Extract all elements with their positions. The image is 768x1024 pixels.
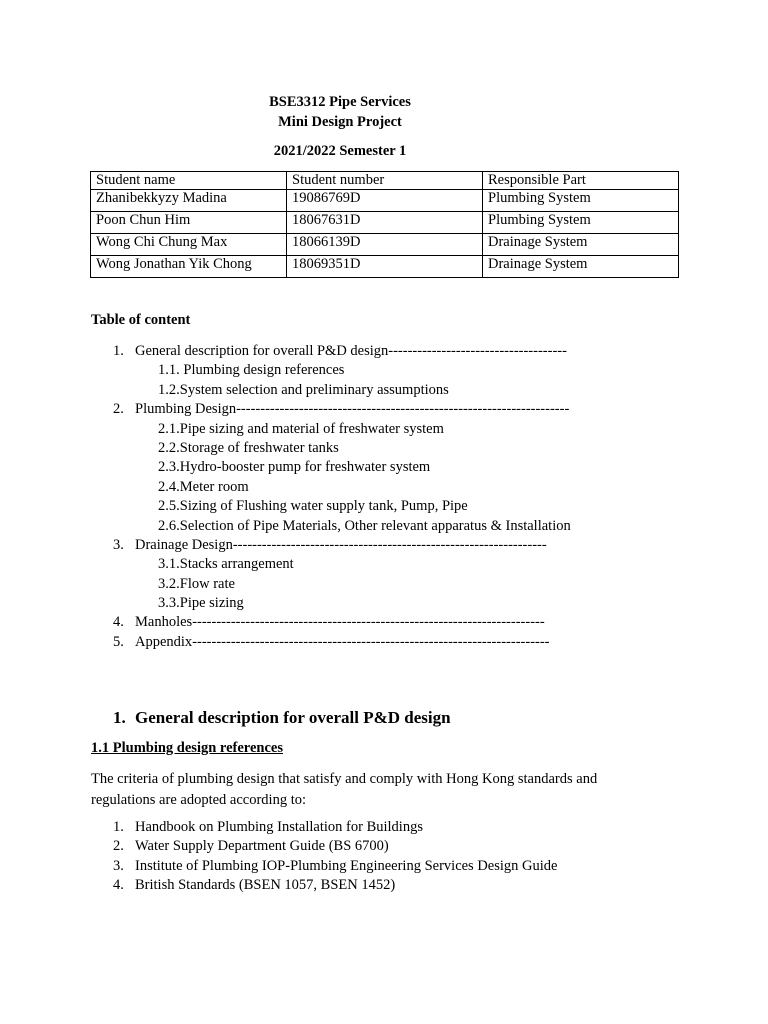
toc-entry: [0, 517, 768, 536]
toc-entry: [0, 613, 768, 632]
section-title: General description for overall P&D design: [135, 708, 451, 727]
toc-entry-text: 3.1.Stacks arrangement: [158, 556, 294, 573]
toc-entry: [0, 594, 768, 613]
column-header: Student number: [287, 172, 483, 190]
responsible-part-cell: Plumbing System: [483, 190, 679, 212]
list-item-number: 1.: [113, 819, 124, 835]
section-number: 1.: [113, 708, 126, 727]
toc-entry-number: 3.: [113, 536, 124, 553]
toc-entry-text: General description for overall P&D design-------------------------------------: [135, 343, 567, 359]
toc-entry-text: 3.2.Flow rate: [158, 575, 235, 592]
toc-entry-number: 2.: [113, 401, 124, 418]
list-item: [0, 818, 768, 837]
list-item-text: British Standards (BSEN 1057, BSEN 1452): [135, 877, 396, 894]
list-item-number: 4.: [113, 877, 124, 894]
toc-entry-text: 2.6.Selection of Pipe Materials, Other relevant apparatus & Installation: [158, 517, 571, 534]
list-item: [0, 837, 768, 856]
table-row: [91, 234, 679, 256]
responsible-part-cell: Plumbing System: [483, 212, 679, 234]
column-header: Responsible Part: [483, 172, 679, 190]
toc-entry: [0, 400, 768, 419]
list-item-text: Institute of Plumbing IOP-Plumbing Engineering Services Design Guide: [135, 857, 558, 874]
table-of-contents: [0, 342, 768, 652]
toc-entry: [0, 439, 768, 458]
toc-entry: [0, 478, 768, 497]
toc-entry-number: 5.: [113, 633, 124, 650]
toc-entry-text: Appendix--------------------------------------------------------------------------: [135, 633, 550, 650]
toc-entry: [0, 342, 768, 361]
toc-entry-text: 2.1.Pipe sizing and material of freshwater system: [158, 420, 444, 437]
toc-entry: [0, 458, 768, 477]
toc-entry: [0, 555, 768, 574]
semester-title: 2021/2022 Semester 1: [273, 143, 407, 159]
student-number-cell: 18069351D: [287, 256, 483, 278]
toc-entry-number: 4.: [113, 614, 124, 631]
list-item-text: Water Supply Department Guide (BS 6700): [135, 838, 389, 855]
toc-entry-text: 1.1. Plumbing design references: [158, 362, 345, 379]
toc-entry: [0, 420, 768, 439]
student-name-cell: Poon Chun Him: [91, 212, 287, 234]
student-number-cell: 18067631D: [287, 212, 483, 234]
table-row: [91, 256, 679, 278]
toc-entry-text: 2.3.Hydro-booster pump for freshwater system: [158, 459, 431, 476]
toc-entry-text: Drainage Design-----------------------------------------------------------------: [135, 536, 547, 553]
table-row: [91, 212, 679, 234]
toc-entry-text: 2.4.Meter room: [158, 478, 249, 495]
project-title: Mini Design Project: [278, 114, 402, 130]
toc-entry: [0, 575, 768, 594]
student-name-cell: Wong Chi Chung Max: [91, 234, 287, 256]
body-paragraph: The criteria of plumbing design that satisfy and comply with Hong Kong standards and regulations are adopted according to:: [91, 771, 598, 808]
toc-entry-number: 1.: [113, 343, 124, 359]
toc-entry: [0, 497, 768, 516]
column-header: Student name: [91, 172, 287, 190]
list-item: [0, 876, 768, 895]
course-title: BSE3312 Pipe Services: [269, 94, 411, 110]
list-item-number: 2.: [113, 838, 124, 855]
toc-entry-text: 2.2.Storage of freshwater tanks: [158, 439, 339, 456]
toc-entry-text: 1.2.System selection and preliminary assumptions: [158, 381, 449, 398]
student-number-cell: 18066139D: [287, 234, 483, 256]
student-name-cell: Wong Jonathan Yik Chong: [91, 256, 287, 278]
responsible-part-cell: Drainage System: [483, 256, 679, 278]
responsible-part-cell: Drainage System: [483, 234, 679, 256]
list-item-text: Handbook on Plumbing Installation for Buildings: [135, 819, 423, 835]
toc-entry: [0, 381, 768, 400]
students-table: [90, 171, 679, 278]
toc-title: Table of content: [91, 312, 191, 328]
table-header-row: [91, 172, 679, 190]
student-name-cell: Zhanibekkyzy Madina: [91, 190, 287, 212]
toc-entry: [0, 633, 768, 652]
table-row: [91, 190, 679, 212]
list-item-number: 3.: [113, 857, 124, 874]
toc-entry-text: 3.3.Pipe sizing: [158, 595, 244, 612]
list-item: [0, 857, 768, 876]
reference-list: [0, 818, 768, 896]
student-number-cell: 19086769D: [287, 190, 483, 212]
toc-entry: [0, 361, 768, 380]
toc-entry-text: 2.5.Sizing of Flushing water supply tank, Pump, Pipe: [158, 498, 468, 515]
toc-entry: [0, 536, 768, 555]
sub-heading: 1.1 Plumbing design references: [91, 740, 283, 756]
toc-entry-text: Manholes-------------------------------------------------------------------------: [135, 614, 545, 631]
toc-entry-text: Plumbing Design---------------------------------------------------------------------: [135, 401, 570, 418]
